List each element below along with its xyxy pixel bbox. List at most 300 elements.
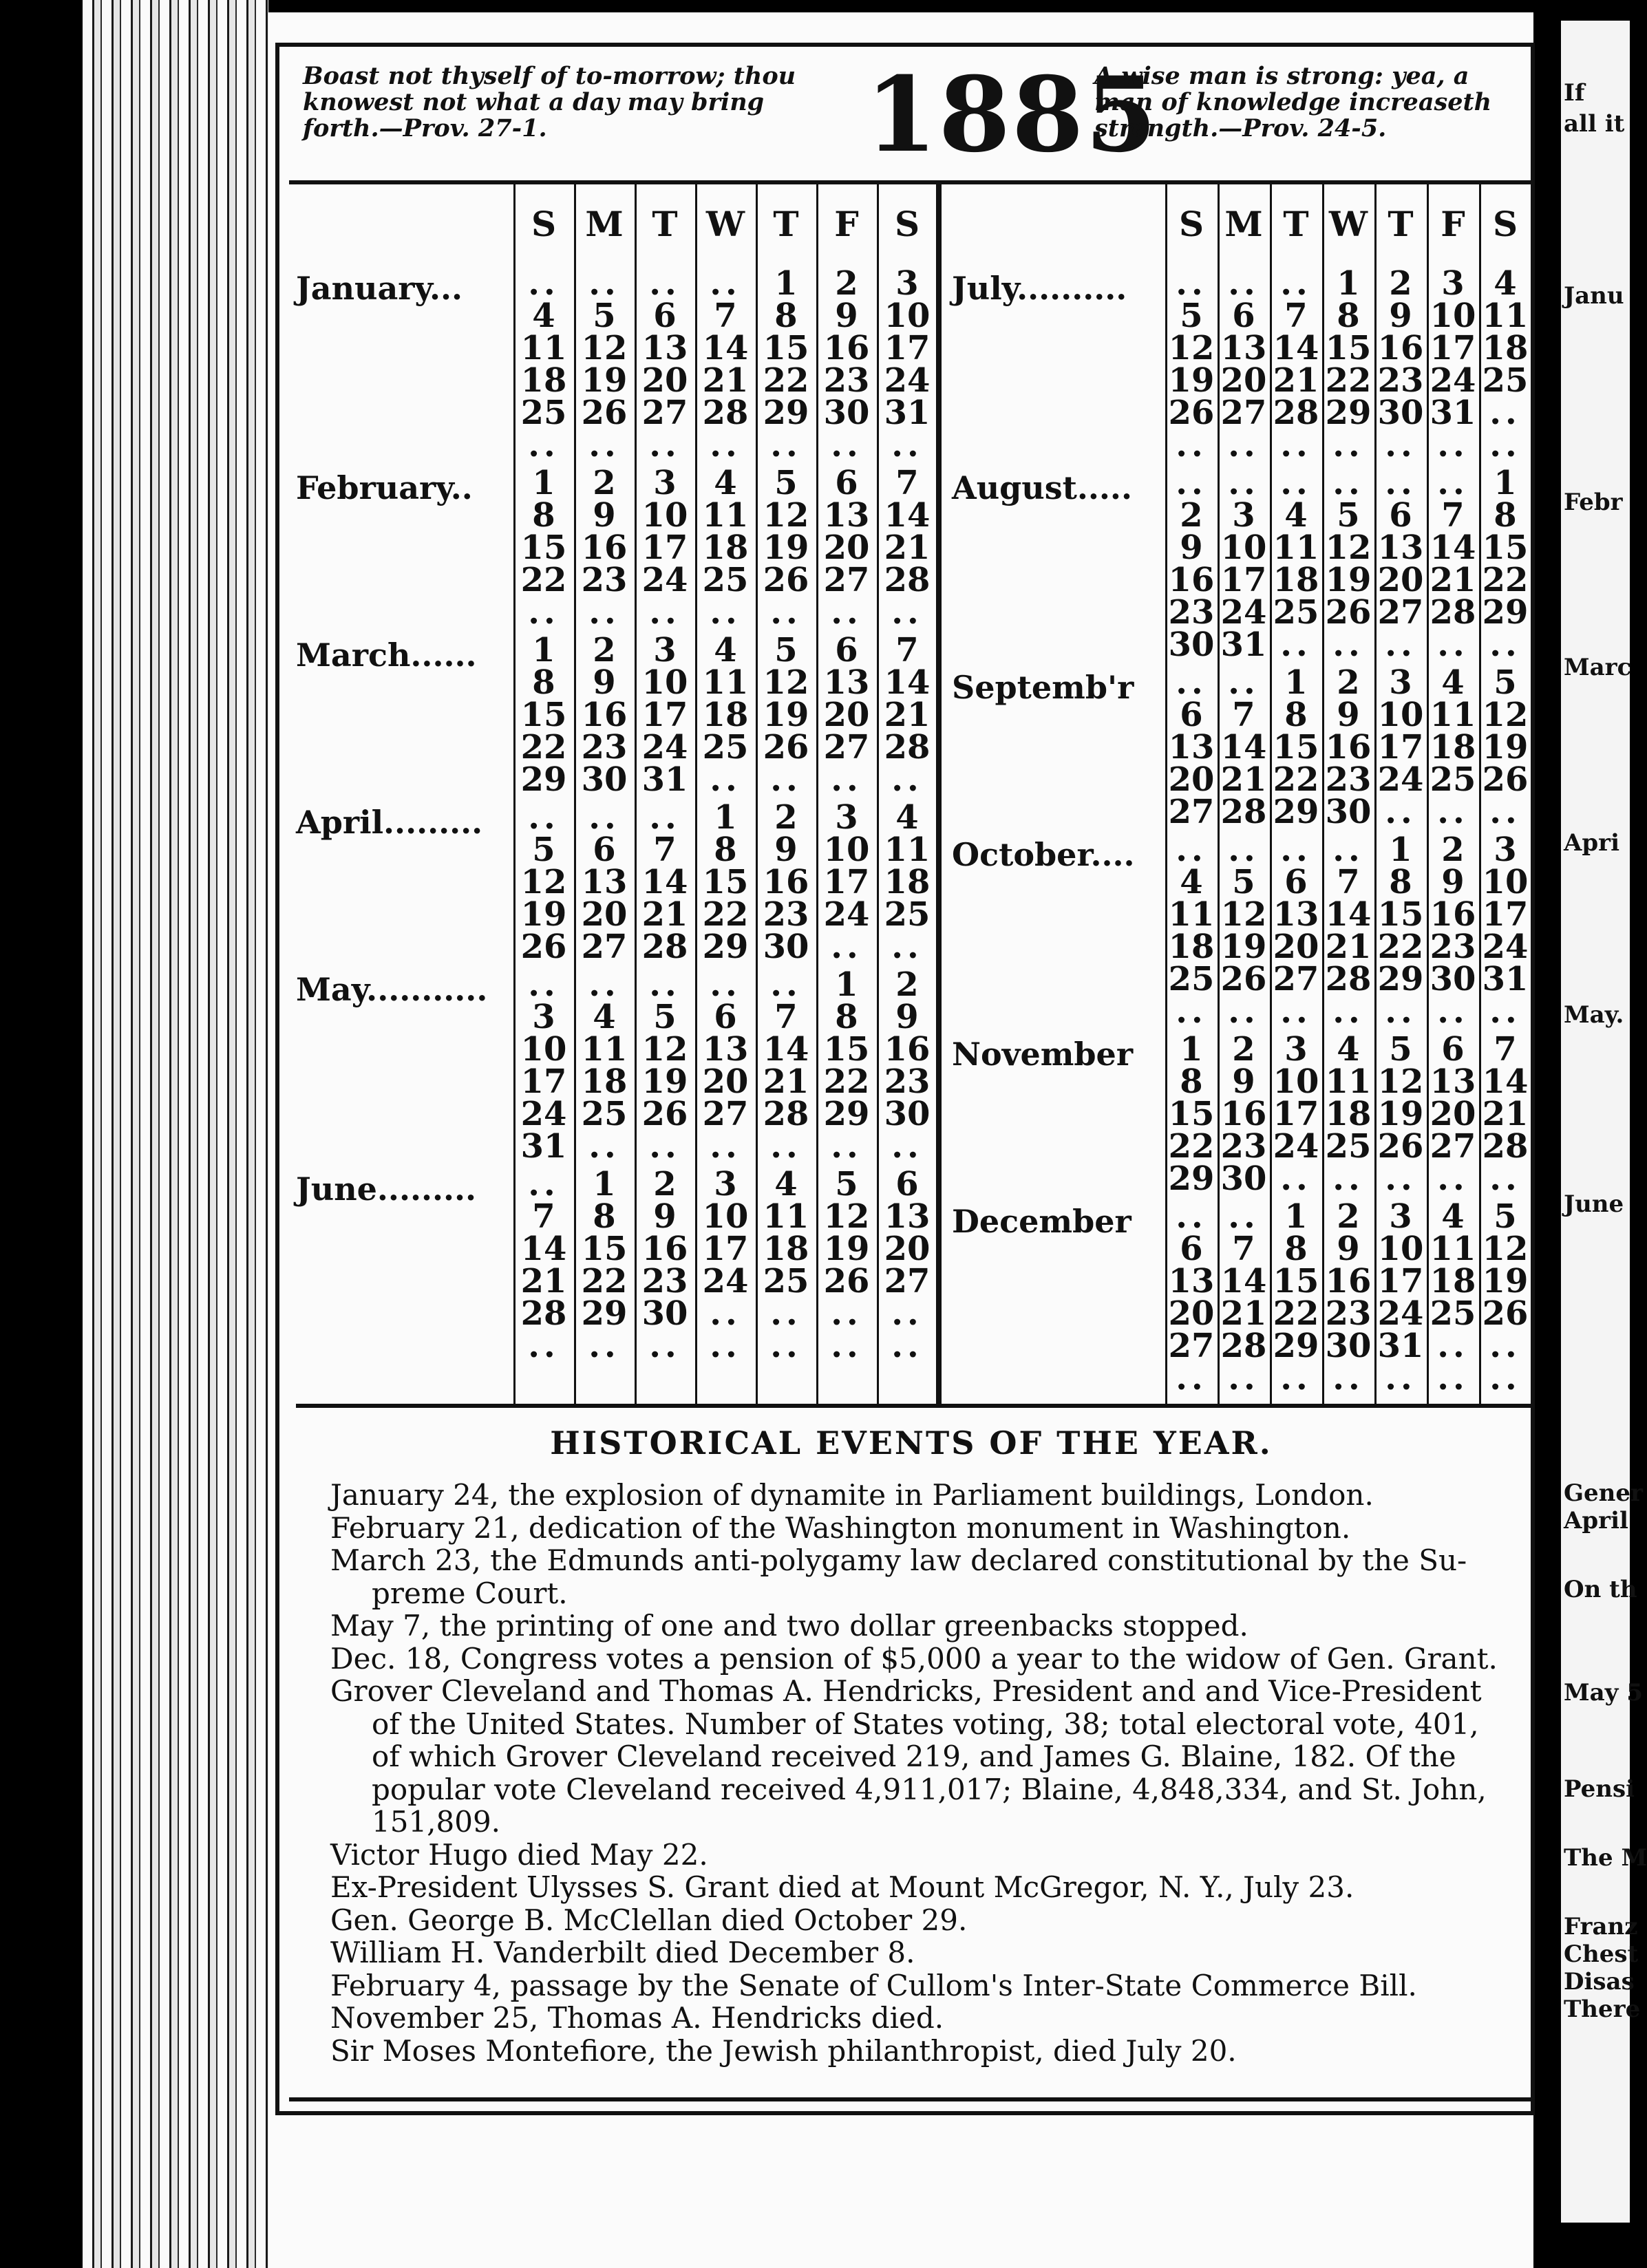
date-cell: .. xyxy=(1280,464,1312,502)
date-cell: 19 xyxy=(581,361,628,400)
date-cell: .. xyxy=(831,1294,862,1333)
date-cell: 4 xyxy=(593,998,616,1036)
date-cell: .. xyxy=(1280,992,1312,1031)
date-cell: .. xyxy=(1332,1159,1364,1198)
date-cell: 12 xyxy=(1168,329,1215,367)
date-cell: 17 xyxy=(1273,1095,1319,1133)
date-cell: 30 xyxy=(641,1294,688,1333)
date-cell: 26 xyxy=(1220,960,1267,998)
grid-column-line xyxy=(1531,184,1533,1404)
month-label: April......... xyxy=(296,804,483,841)
event-line: Sir Moses Montefiore, the Jewish philanthropist, died July 20. xyxy=(330,2033,1237,2068)
date-cell: 9 xyxy=(895,998,919,1036)
date-cell: 16 xyxy=(823,329,870,367)
date-cell: 22 xyxy=(520,561,567,599)
date-cell: 10 xyxy=(641,496,688,535)
date-cell: 12 xyxy=(641,1030,688,1069)
date-cell: .. xyxy=(649,593,681,632)
date-cell: 27 xyxy=(1168,1327,1215,1365)
date-cell: 21 xyxy=(641,895,688,934)
date-cell: 3 xyxy=(653,464,677,502)
date-cell: 20 xyxy=(1273,928,1319,966)
date-cell: 2 xyxy=(593,464,616,502)
month-label: October.... xyxy=(952,836,1135,873)
date-cell: 20 xyxy=(1168,1294,1215,1333)
date-cell: .. xyxy=(831,1327,862,1365)
next-page-fragment: Janu xyxy=(1564,282,1624,310)
date-cell: 22 xyxy=(1273,760,1319,799)
date-cell: 26 xyxy=(1168,394,1215,432)
date-cell: 21 xyxy=(1220,760,1267,799)
day-header: T xyxy=(773,204,799,244)
date-cell: 13 xyxy=(581,863,628,901)
next-page-fragment: Marc xyxy=(1564,654,1632,681)
date-cell: 10 xyxy=(520,1030,567,1069)
date-cell: .. xyxy=(1437,625,1469,664)
date-cell: .. xyxy=(770,593,802,632)
next-page-fragment: May 5 xyxy=(1564,1679,1643,1707)
date-cell: .. xyxy=(1332,426,1364,464)
date-cell: 19 xyxy=(763,528,809,567)
date-cell: 11 xyxy=(1482,297,1529,335)
date-cell: 28 xyxy=(763,1095,809,1133)
date-cell: 13 xyxy=(1168,1262,1215,1301)
date-cell: 29 xyxy=(1377,960,1424,998)
date-cell: 5 xyxy=(1232,863,1255,901)
date-cell: 29 xyxy=(823,1095,870,1133)
date-cell: 27 xyxy=(641,394,688,432)
date-cell: 31 xyxy=(1377,1327,1424,1365)
date-cell: 25 xyxy=(1325,1127,1372,1166)
date-cell: 26 xyxy=(641,1095,688,1133)
date-cell: 14 xyxy=(641,863,688,901)
date-cell: 2 xyxy=(1232,1030,1255,1069)
date-cell: 5 xyxy=(653,998,677,1036)
date-cell: .. xyxy=(1489,394,1521,432)
date-cell: 4 xyxy=(714,464,737,502)
date-cell: .. xyxy=(1176,1197,1207,1236)
date-cell: .. xyxy=(710,1327,741,1365)
date-cell: 1 xyxy=(835,965,858,1004)
event-line: Grover Cleveland and Thomas A. Hendricks, President and and Vice-President xyxy=(330,1674,1482,1708)
date-cell: 18 xyxy=(520,361,567,400)
date-cell: 5 xyxy=(1180,297,1203,335)
date-cell: 7 xyxy=(1232,1230,1255,1268)
date-cell: 4 xyxy=(1441,1197,1465,1236)
next-page-fragment: Febr xyxy=(1564,489,1623,516)
date-cell: .. xyxy=(1332,1359,1364,1398)
date-cell: .. xyxy=(1437,1327,1469,1365)
date-cell: 5 xyxy=(1337,496,1360,535)
date-cell: 11 xyxy=(702,496,749,535)
event-line: February 4, passage by the Senate of Cullom's Inter-State Commerce Bill. xyxy=(330,1968,1417,2002)
next-page-fragment: April xyxy=(1564,1507,1628,1534)
date-cell: 3 xyxy=(653,631,677,670)
date-cell: 3 xyxy=(1389,1197,1412,1236)
date-cell: 3 xyxy=(835,798,858,837)
date-cell: 6 xyxy=(714,998,737,1036)
date-cell: 18 xyxy=(702,528,749,567)
date-cell: 18 xyxy=(1273,561,1319,599)
date-cell: 19 xyxy=(641,1062,688,1101)
date-cell: 10 xyxy=(1482,863,1529,901)
date-cell: 23 xyxy=(1325,760,1372,799)
date-cell: 30 xyxy=(884,1095,931,1133)
date-cell: .. xyxy=(528,798,560,837)
date-cell: 23 xyxy=(1168,593,1215,632)
date-cell: .. xyxy=(649,264,681,303)
date-cell: 11 xyxy=(1273,528,1319,567)
date-cell: 22 xyxy=(763,361,809,400)
date-cell: .. xyxy=(1437,1359,1469,1398)
date-cell: .. xyxy=(1228,426,1260,464)
date-cell: .. xyxy=(1332,625,1364,664)
date-cell: .. xyxy=(588,593,620,632)
date-cell: .. xyxy=(1385,1159,1416,1198)
date-cell: 25 xyxy=(763,1262,809,1301)
date-cell: 23 xyxy=(1377,361,1424,400)
date-cell: 2 xyxy=(1389,264,1412,303)
date-cell: 24 xyxy=(1220,593,1267,632)
date-cell: 4 xyxy=(895,798,919,837)
date-cell: 25 xyxy=(520,394,567,432)
date-cell: 17 xyxy=(1220,561,1267,599)
date-cell: 9 xyxy=(1389,297,1412,335)
date-cell: 9 xyxy=(835,297,858,335)
date-cell: 5 xyxy=(1389,1030,1412,1069)
date-cell: 29 xyxy=(763,394,809,432)
date-cell: .. xyxy=(770,965,802,1004)
date-cell: 25 xyxy=(1273,593,1319,632)
date-cell: 8 xyxy=(1180,1062,1203,1101)
date-cell: 13 xyxy=(1430,1062,1476,1101)
date-cell: .. xyxy=(1489,793,1521,831)
date-cell: 17 xyxy=(1482,895,1529,934)
date-cell: .. xyxy=(588,965,620,1004)
events-title: HISTORICAL EVENTS OF THE YEAR. xyxy=(550,1424,1273,1462)
date-cell: 23 xyxy=(1430,928,1476,966)
date-cell: 3 xyxy=(1441,264,1465,303)
motto-right: A wise man is strong: yea, a man of knowledge increaseth strength.—Prov. 24-5. xyxy=(1094,62,1492,142)
date-cell: 14 xyxy=(1220,728,1267,767)
event-line: November 25, Thomas A. Hendricks died. xyxy=(330,2001,944,2035)
date-cell: 6 xyxy=(835,631,858,670)
date-cell: 16 xyxy=(1168,561,1215,599)
date-cell: 12 xyxy=(581,329,628,367)
day-header: M xyxy=(1224,204,1263,244)
month-label: July.......... xyxy=(952,270,1127,307)
date-cell: 16 xyxy=(581,528,628,567)
date-cell: 8 xyxy=(1284,696,1308,734)
date-cell: 28 xyxy=(1482,1127,1529,1166)
day-header: F xyxy=(1441,204,1465,244)
date-cell: .. xyxy=(891,1127,923,1166)
date-cell: 7 xyxy=(532,1197,555,1236)
date-cell: 19 xyxy=(1220,928,1267,966)
date-cell: 15 xyxy=(1273,728,1319,767)
historical-events xyxy=(289,1411,1533,2099)
date-cell: 24 xyxy=(641,728,688,767)
date-cell: 18 xyxy=(1430,728,1476,767)
date-cell: 18 xyxy=(763,1230,809,1268)
date-cell: 20 xyxy=(641,361,688,400)
date-cell: 28 xyxy=(1220,1327,1267,1365)
date-cell: 15 xyxy=(823,1030,870,1069)
month-label: March...... xyxy=(296,636,477,674)
month-label: January... xyxy=(296,270,463,307)
date-cell: 18 xyxy=(581,1062,628,1101)
date-cell: 21 xyxy=(520,1262,567,1301)
date-cell: 7 xyxy=(895,464,919,502)
date-cell: .. xyxy=(831,593,862,632)
date-cell: 14 xyxy=(884,663,931,702)
date-cell: .. xyxy=(831,426,862,464)
date-cell: .. xyxy=(1280,264,1312,303)
date-cell: .. xyxy=(891,593,923,632)
date-cell: 8 xyxy=(1284,1230,1308,1268)
date-cell: 7 xyxy=(1284,297,1308,335)
date-cell: 22 xyxy=(1325,361,1372,400)
date-cell: .. xyxy=(1176,464,1207,502)
date-cell: 13 xyxy=(823,496,870,535)
date-cell: 7 xyxy=(1494,1030,1517,1069)
month-label: June......... xyxy=(296,1170,477,1208)
date-cell: 24 xyxy=(1377,760,1424,799)
date-cell: .. xyxy=(710,760,741,799)
date-cell: 8 xyxy=(532,663,555,702)
next-page-fragment: There xyxy=(1564,1996,1641,2023)
event-line: Dec. 18, Congress votes a pension of $5,000 a year to the widow of Gen. Grant. xyxy=(330,1641,1498,1676)
date-cell: 5 xyxy=(774,464,798,502)
date-cell: .. xyxy=(588,426,620,464)
next-page-fragment: Apri xyxy=(1564,829,1619,857)
date-cell: .. xyxy=(1228,1197,1260,1236)
date-cell: .. xyxy=(1332,831,1364,869)
date-cell: 9 xyxy=(1232,1062,1255,1101)
event-line: of the United States. Number of States voting, 38; total electoral vote, 401, xyxy=(372,1707,1479,1741)
date-cell: .. xyxy=(1176,264,1207,303)
day-header: W xyxy=(1328,204,1368,244)
date-cell: .. xyxy=(1489,1159,1521,1198)
date-cell: 13 xyxy=(884,1197,931,1236)
date-cell: .. xyxy=(1228,1359,1260,1398)
date-cell: .. xyxy=(1280,1159,1312,1198)
date-cell: 17 xyxy=(1430,329,1476,367)
date-cell: 30 xyxy=(1168,625,1215,664)
date-cell: 30 xyxy=(1325,793,1372,831)
date-cell: 5 xyxy=(835,1165,858,1203)
date-cell: 10 xyxy=(641,663,688,702)
next-page-fragment: Disas xyxy=(1564,1968,1635,1996)
date-cell: .. xyxy=(1280,625,1312,664)
date-cell: 24 xyxy=(884,361,931,400)
date-cell: 20 xyxy=(1168,760,1215,799)
date-cell: 18 xyxy=(1430,1262,1476,1301)
date-cell: 10 xyxy=(823,831,870,869)
date-cell: 5 xyxy=(532,831,555,869)
date-cell: 21 xyxy=(1430,561,1476,599)
date-cell: 1 xyxy=(774,264,798,303)
date-cell: 13 xyxy=(1377,528,1424,567)
date-cell: 28 xyxy=(1273,394,1319,432)
event-line: William H. Vanderbilt died December 8. xyxy=(330,1936,915,1969)
date-cell: 27 xyxy=(884,1262,931,1301)
date-cell: 17 xyxy=(1377,728,1424,767)
date-cell: 4 xyxy=(1180,863,1203,901)
date-cell: .. xyxy=(649,965,681,1004)
date-cell: 11 xyxy=(520,329,567,367)
date-cell: 15 xyxy=(1377,895,1424,934)
date-cell: .. xyxy=(1437,1159,1469,1198)
date-cell: 11 xyxy=(1325,1062,1372,1101)
date-cell: .. xyxy=(1280,426,1312,464)
date-cell: 4 xyxy=(532,297,555,335)
date-cell: 25 xyxy=(1430,760,1476,799)
date-cell: 7 xyxy=(1441,496,1465,535)
date-cell: 6 xyxy=(895,1165,919,1203)
date-cell: 3 xyxy=(1284,1030,1308,1069)
date-cell: 14 xyxy=(1325,895,1372,934)
date-cell: 15 xyxy=(1273,1262,1319,1301)
date-cell: 5 xyxy=(774,631,798,670)
month-label: December xyxy=(952,1203,1131,1240)
date-cell: 12 xyxy=(823,1197,870,1236)
date-cell: 29 xyxy=(1325,394,1372,432)
next-page-fragment: If xyxy=(1564,79,1585,107)
date-cell: 12 xyxy=(1220,895,1267,934)
date-cell: 26 xyxy=(1482,760,1529,799)
date-cell: 1 xyxy=(1284,1197,1308,1236)
date-cell: 8 xyxy=(1337,297,1360,335)
date-cell: 24 xyxy=(641,561,688,599)
date-cell: 16 xyxy=(763,863,809,901)
date-cell: 6 xyxy=(1180,1230,1203,1268)
date-cell: 12 xyxy=(1325,528,1372,567)
date-cell: 26 xyxy=(581,394,628,432)
date-cell: 7 xyxy=(774,998,798,1036)
date-cell: 2 xyxy=(835,264,858,303)
next-page-fragment: Pensi xyxy=(1564,1775,1635,1803)
date-cell: 21 xyxy=(702,361,749,400)
date-cell: 10 xyxy=(884,297,931,335)
date-cell: 2 xyxy=(1337,663,1360,702)
date-cell: .. xyxy=(1489,1327,1521,1365)
date-cell: 10 xyxy=(702,1197,749,1236)
date-cell: 4 xyxy=(1494,264,1517,303)
date-cell: .. xyxy=(1176,831,1207,869)
date-cell: 18 xyxy=(702,696,749,734)
date-cell: 25 xyxy=(1482,361,1529,400)
date-cell: 17 xyxy=(884,329,931,367)
event-line: 151,809. xyxy=(372,1805,501,1839)
date-cell: 21 xyxy=(884,528,931,567)
date-cell: 27 xyxy=(1168,793,1215,831)
date-cell: 14 xyxy=(702,329,749,367)
date-cell: 31 xyxy=(884,394,931,432)
date-cell: 6 xyxy=(835,464,858,502)
date-cell: .. xyxy=(649,426,681,464)
date-cell: 15 xyxy=(1482,528,1529,567)
date-cell: .. xyxy=(1228,663,1260,702)
date-cell: 14 xyxy=(1430,528,1476,567)
date-cell: 1 xyxy=(593,1165,616,1203)
date-cell: 14 xyxy=(1482,1062,1529,1101)
date-cell: .. xyxy=(891,1327,923,1365)
date-cell: 14 xyxy=(520,1230,567,1268)
year-title: 1885 xyxy=(865,54,1158,175)
date-cell: .. xyxy=(1437,992,1469,1031)
date-cell: .. xyxy=(710,1127,741,1166)
date-cell: .. xyxy=(588,1327,620,1365)
date-cell: 31 xyxy=(1482,960,1529,998)
date-cell: .. xyxy=(1437,464,1469,502)
date-cell: 25 xyxy=(581,1095,628,1133)
calendar-first-half xyxy=(296,184,936,1404)
date-cell: 29 xyxy=(1273,1327,1319,1365)
date-cell: 24 xyxy=(1273,1127,1319,1166)
date-cell: 8 xyxy=(774,297,798,335)
date-cell: .. xyxy=(891,928,923,966)
date-cell: 1 xyxy=(1180,1030,1203,1069)
date-cell: 6 xyxy=(1389,496,1412,535)
date-cell: 28 xyxy=(1325,960,1372,998)
date-cell: 11 xyxy=(1430,1230,1476,1268)
date-cell: 6 xyxy=(1284,863,1308,901)
date-cell: .. xyxy=(528,426,560,464)
date-cell: 29 xyxy=(520,760,567,799)
date-cell: .. xyxy=(649,798,681,837)
date-cell: 28 xyxy=(1430,593,1476,632)
date-cell: 28 xyxy=(702,394,749,432)
event-line: of which Grover Cleveland received 219, and James G. Blaine, 182. Of the xyxy=(372,1740,1456,1773)
date-cell: 26 xyxy=(520,928,567,966)
event-line: preme Court. xyxy=(372,1576,568,1610)
date-cell: 13 xyxy=(702,1030,749,1069)
date-cell: 2 xyxy=(1337,1197,1360,1236)
date-cell: 14 xyxy=(1220,1262,1267,1301)
date-cell: 4 xyxy=(714,631,737,670)
date-cell: 11 xyxy=(1168,895,1215,934)
date-cell: 28 xyxy=(884,728,931,767)
date-cell: 16 xyxy=(884,1030,931,1069)
date-cell: 23 xyxy=(581,728,628,767)
date-cell: 18 xyxy=(1482,329,1529,367)
date-cell: 22 xyxy=(823,1062,870,1101)
page-header xyxy=(289,54,1528,179)
date-cell: 17 xyxy=(641,696,688,734)
date-cell: 11 xyxy=(702,663,749,702)
date-cell: 15 xyxy=(1325,329,1372,367)
next-page-fragment: June xyxy=(1564,1190,1624,1218)
date-cell: 22 xyxy=(1168,1127,1215,1166)
event-line: popular vote Cleveland received 4,911,017; Blaine, 4,848,334, and St. John, xyxy=(372,1772,1487,1806)
date-cell: .. xyxy=(1437,793,1469,831)
date-cell: .. xyxy=(1176,663,1207,702)
date-cell: 22 xyxy=(1273,1294,1319,1333)
month-label: February.. xyxy=(296,469,473,506)
date-cell: 29 xyxy=(1168,1159,1215,1198)
date-cell: 7 xyxy=(653,831,677,869)
month-label: August..... xyxy=(952,469,1132,506)
date-cell: .. xyxy=(528,1327,560,1365)
date-cell: 27 xyxy=(823,561,870,599)
day-header: S xyxy=(1492,204,1518,244)
date-cell: .. xyxy=(710,1294,741,1333)
date-cell: 8 xyxy=(1389,863,1412,901)
date-cell: 15 xyxy=(763,329,809,367)
date-cell: 12 xyxy=(763,496,809,535)
date-cell: 3 xyxy=(532,998,555,1036)
